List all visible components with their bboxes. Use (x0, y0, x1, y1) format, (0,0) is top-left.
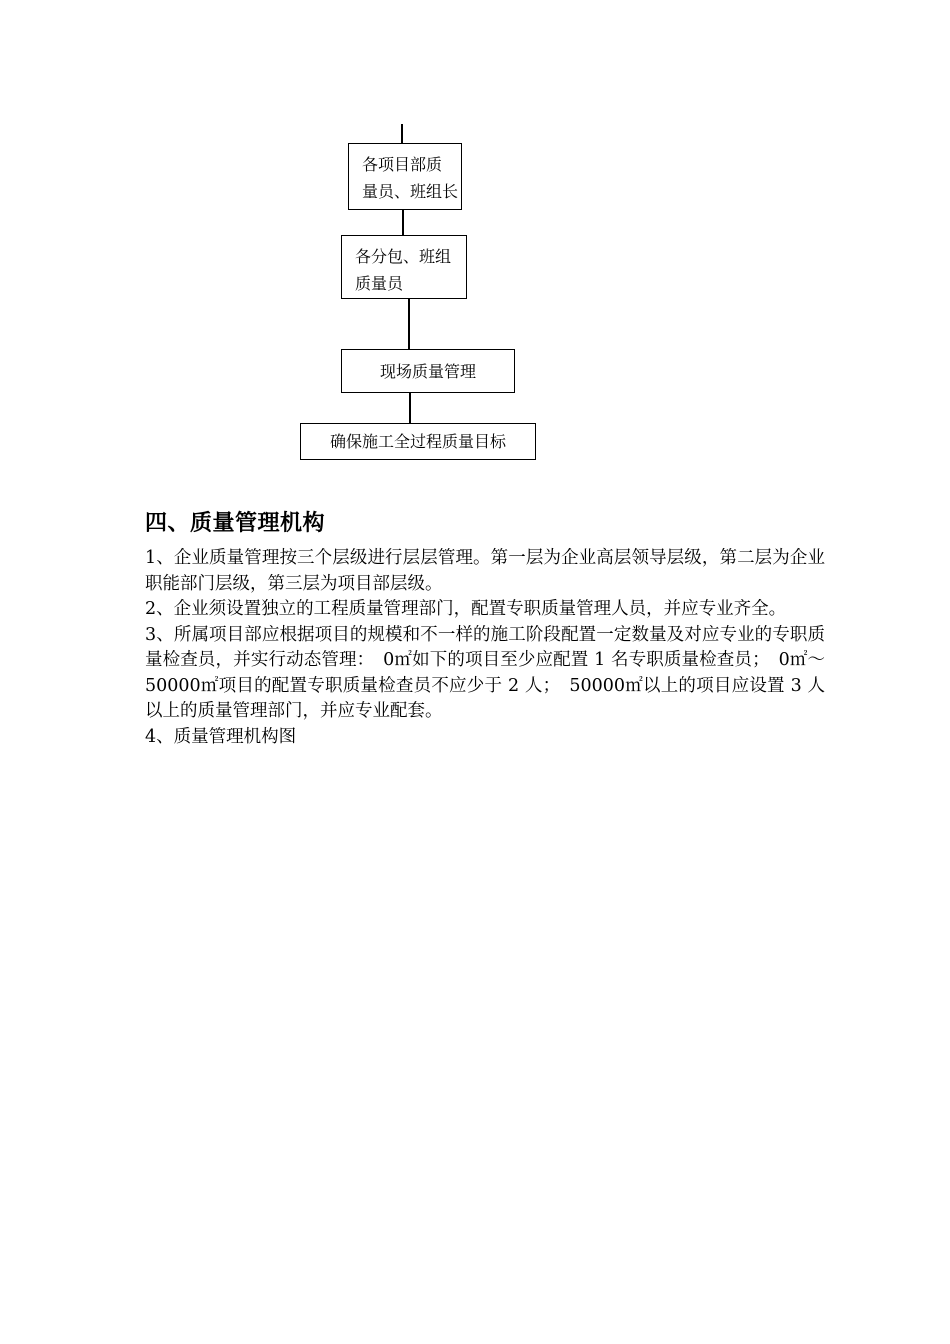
paragraph: 4、质量管理机构图 (145, 726, 297, 747)
flow-box-text: 确保施工全过程质量目标 (329, 432, 506, 451)
connector-2-3 (408, 299, 410, 349)
flow-box-text: 各分包、班组 (355, 247, 452, 266)
connector-top (401, 124, 403, 143)
flow-box-text: 质量员 (355, 274, 404, 293)
flow-box-project-quality-staff (348, 143, 462, 210)
paragraph: 2、企业须设置独立的工程质量管理部门，配置专职质量管理人员，并应专业齐全。 (145, 599, 787, 619)
flow-box-site-quality-management (341, 349, 515, 393)
flow-box-text: 现场质量管理 (379, 361, 476, 381)
section-heading: 四、质量管理机构 (145, 510, 326, 536)
flow-box-quality-goal (300, 423, 536, 460)
paragraph: 1、企业质量管理按三个层级进行层层管理。第一层为企业高层领导层级，第二层为企业职能部门层级，第三层为项目部层级。 (145, 548, 825, 594)
flow-box-text: 量员、班组长 (362, 182, 459, 201)
paragraph: 3、所属项目部应根据项目的规模和不一样的施工阶段配置一定数量及对应专业的专职质量检查员，并实行动态管理： 0㎡如下的项目至少应配置 1 名专职质量检查员； 0㎡～50000㎡项目的配置专职质量检查员不应少于 2 人； 50000㎡以上的项目应设置 3 人以上的质量管理部门，并应专业配套。 (145, 624, 825, 721)
connector-3-4 (409, 393, 411, 423)
connector-1-2 (402, 210, 404, 235)
section-body (145, 546, 825, 750)
flow-box-text: 各项目部质 (362, 155, 443, 174)
flow-box-subcontractor-quality-staff (341, 235, 467, 299)
org-flowchart (0, 0, 950, 470)
